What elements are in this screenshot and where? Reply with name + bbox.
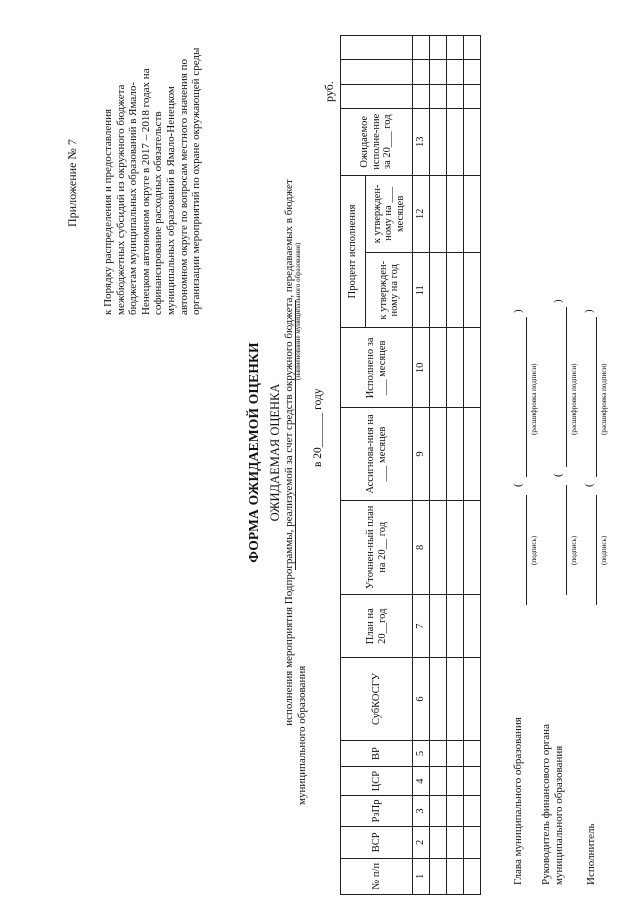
table-cell (464, 740, 481, 767)
table-cell (341, 36, 413, 60)
signature-line (566, 485, 567, 595)
table-cell (464, 328, 481, 408)
year-suffix: году (312, 388, 324, 410)
col-header-percent-group: Процент исполнения (341, 175, 366, 328)
table-cell (447, 408, 464, 500)
table-cell (430, 36, 447, 60)
table-cell (447, 827, 464, 859)
table-row (447, 36, 464, 895)
column-number: 12 (413, 175, 430, 253)
table-cell (413, 36, 430, 60)
col-header-refined-plan: Уточнен-ный план на 20__ год (341, 500, 413, 595)
signature-hint: (подпись) (570, 535, 578, 565)
table-cell (430, 253, 447, 328)
column-number: 10 (413, 328, 430, 408)
column-number: 9 (413, 408, 430, 500)
table-row (430, 36, 447, 895)
column-number: 11 (413, 253, 430, 328)
name-line (566, 307, 567, 467)
col-header-rzpr: РзПр (341, 795, 413, 826)
table-cell (447, 36, 464, 60)
evaluation-table (340, 35, 481, 895)
table-cell (447, 795, 464, 826)
name-line (526, 317, 527, 477)
table-cell (447, 500, 464, 595)
open-paren: ( (552, 473, 564, 477)
table-cell (447, 328, 464, 408)
signature-role-executor: Исполнитель (585, 823, 597, 885)
table-cell (430, 658, 447, 740)
table-cell (430, 328, 447, 408)
signature-line (526, 495, 527, 605)
col-header-num: № п/п (341, 858, 413, 894)
col-header-allocations: Ассигнова-ния на ___ месяцев (341, 408, 413, 500)
table-cell (430, 858, 447, 894)
currency-label: руб. (322, 81, 336, 102)
form-title: ФОРМА ОЖИДАЕМОЙ ОЦЕНКИ (246, 342, 261, 563)
table-cell (341, 60, 413, 84)
table-cell (430, 740, 447, 767)
name-line (596, 317, 597, 477)
table-cell (464, 858, 481, 894)
table-cell (341, 84, 413, 108)
close-paren: ) (552, 299, 564, 303)
table-cell (464, 175, 481, 253)
open-paren: ( (583, 483, 595, 487)
table-cell (447, 253, 464, 328)
table-cell (430, 827, 447, 859)
signature-role-head: Глава муниципального образования (512, 717, 524, 885)
col-header-percent-year: к утвержден-ному на год (366, 253, 413, 328)
table-row (464, 36, 481, 895)
table-cell (430, 60, 447, 84)
col-header-vr: ВР (341, 740, 413, 767)
signature-hint: (подпись) (530, 535, 538, 565)
col-header-vsr: ВСР (341, 827, 413, 859)
municipality-hint: (наименование муниципального образования) (294, 242, 302, 380)
table-cell (430, 595, 447, 658)
municipality-label: муниципального образования (296, 665, 308, 805)
column-number: 13 (413, 108, 430, 175)
column-number: 8 (413, 500, 430, 595)
table-cell (447, 658, 464, 740)
col-header-percent-months: к утвержден-ному на ___ месяцев (366, 175, 413, 253)
table-cell (430, 175, 447, 253)
table-cell (413, 84, 430, 108)
table-cell (447, 767, 464, 795)
table-cell (447, 740, 464, 767)
signature-role-finance: Руководитель финансового органа муниципального образования (540, 724, 565, 885)
table-cell (464, 108, 481, 175)
table-header-row (341, 36, 366, 895)
name-hint: (расшифровка подписи) (600, 363, 608, 435)
year-row (312, 388, 324, 467)
column-number: 3 (413, 795, 430, 826)
table-cell (447, 175, 464, 253)
col-header-subkosgu: СубКОСГУ (341, 658, 413, 740)
form-description: исполнения мероприятия Подпрограммы, реализуемой за счет средств окружного бюджета, передаваемых в бюджет (283, 179, 295, 726)
table-cell (464, 767, 481, 795)
table-cell (464, 36, 481, 60)
appendix-number: Приложение № 7 (65, 139, 79, 227)
signature-hint: (подпись) (600, 535, 608, 565)
year-prefix: в 20 (312, 447, 324, 467)
open-paren: ( (512, 483, 524, 487)
table-cell (464, 408, 481, 500)
year-blank: ______ (312, 412, 324, 448)
column-number-row (413, 36, 430, 895)
table-cell (413, 60, 430, 84)
table-cell (430, 108, 447, 175)
table-cell (430, 500, 447, 595)
table-cell (430, 795, 447, 826)
form-subtitle: ОЖИДАЕМАЯ ОЦЕНКА (268, 383, 282, 522)
table-cell (464, 60, 481, 84)
table-cell (447, 595, 464, 658)
close-paren: ) (512, 309, 524, 313)
table-cell (430, 767, 447, 795)
col-header-executed: Исполнено за ___ месяцев (341, 328, 413, 408)
name-hint: (расшифровка подписи) (570, 363, 578, 435)
col-header-csr: ЦСР (341, 767, 413, 795)
table-cell (464, 658, 481, 740)
col-header-plan: План на 20__год (341, 595, 413, 658)
table-cell (464, 84, 481, 108)
table-cell (447, 60, 464, 84)
column-number: 1 (413, 858, 430, 894)
table-cell (464, 595, 481, 658)
col-header-expected: Ожидаемое исполне-ние за 20___ год (341, 108, 413, 175)
appendix-text: к Порядку распределения и предоставления межбюджетных субсидий из окружного бюджета бюджетам муниципальных образований в Ямало-Ненецком автономном округе в 2017 – 2018 годах на софинансирование расходных обязательств муниципальных образований в Ямало-Ненецком автономном округе по вопросам местного значения по организации мероприятий по охране окружающей среды (102, 47, 203, 315)
column-number: 5 (413, 740, 430, 767)
column-number: 7 (413, 595, 430, 658)
table-cell (464, 500, 481, 595)
signature-line (596, 495, 597, 605)
name-hint: (расшифровка подписи) (530, 363, 538, 435)
column-number: 2 (413, 827, 430, 859)
table-cell (464, 795, 481, 826)
table-cell (447, 108, 464, 175)
table-cell (447, 858, 464, 894)
column-number: 6 (413, 658, 430, 740)
column-number: 4 (413, 767, 430, 795)
table-cell (430, 84, 447, 108)
table-cell (464, 827, 481, 859)
table-cell (430, 408, 447, 500)
table-cell (464, 253, 481, 328)
close-paren: ) (583, 309, 595, 313)
table-cell (447, 84, 464, 108)
